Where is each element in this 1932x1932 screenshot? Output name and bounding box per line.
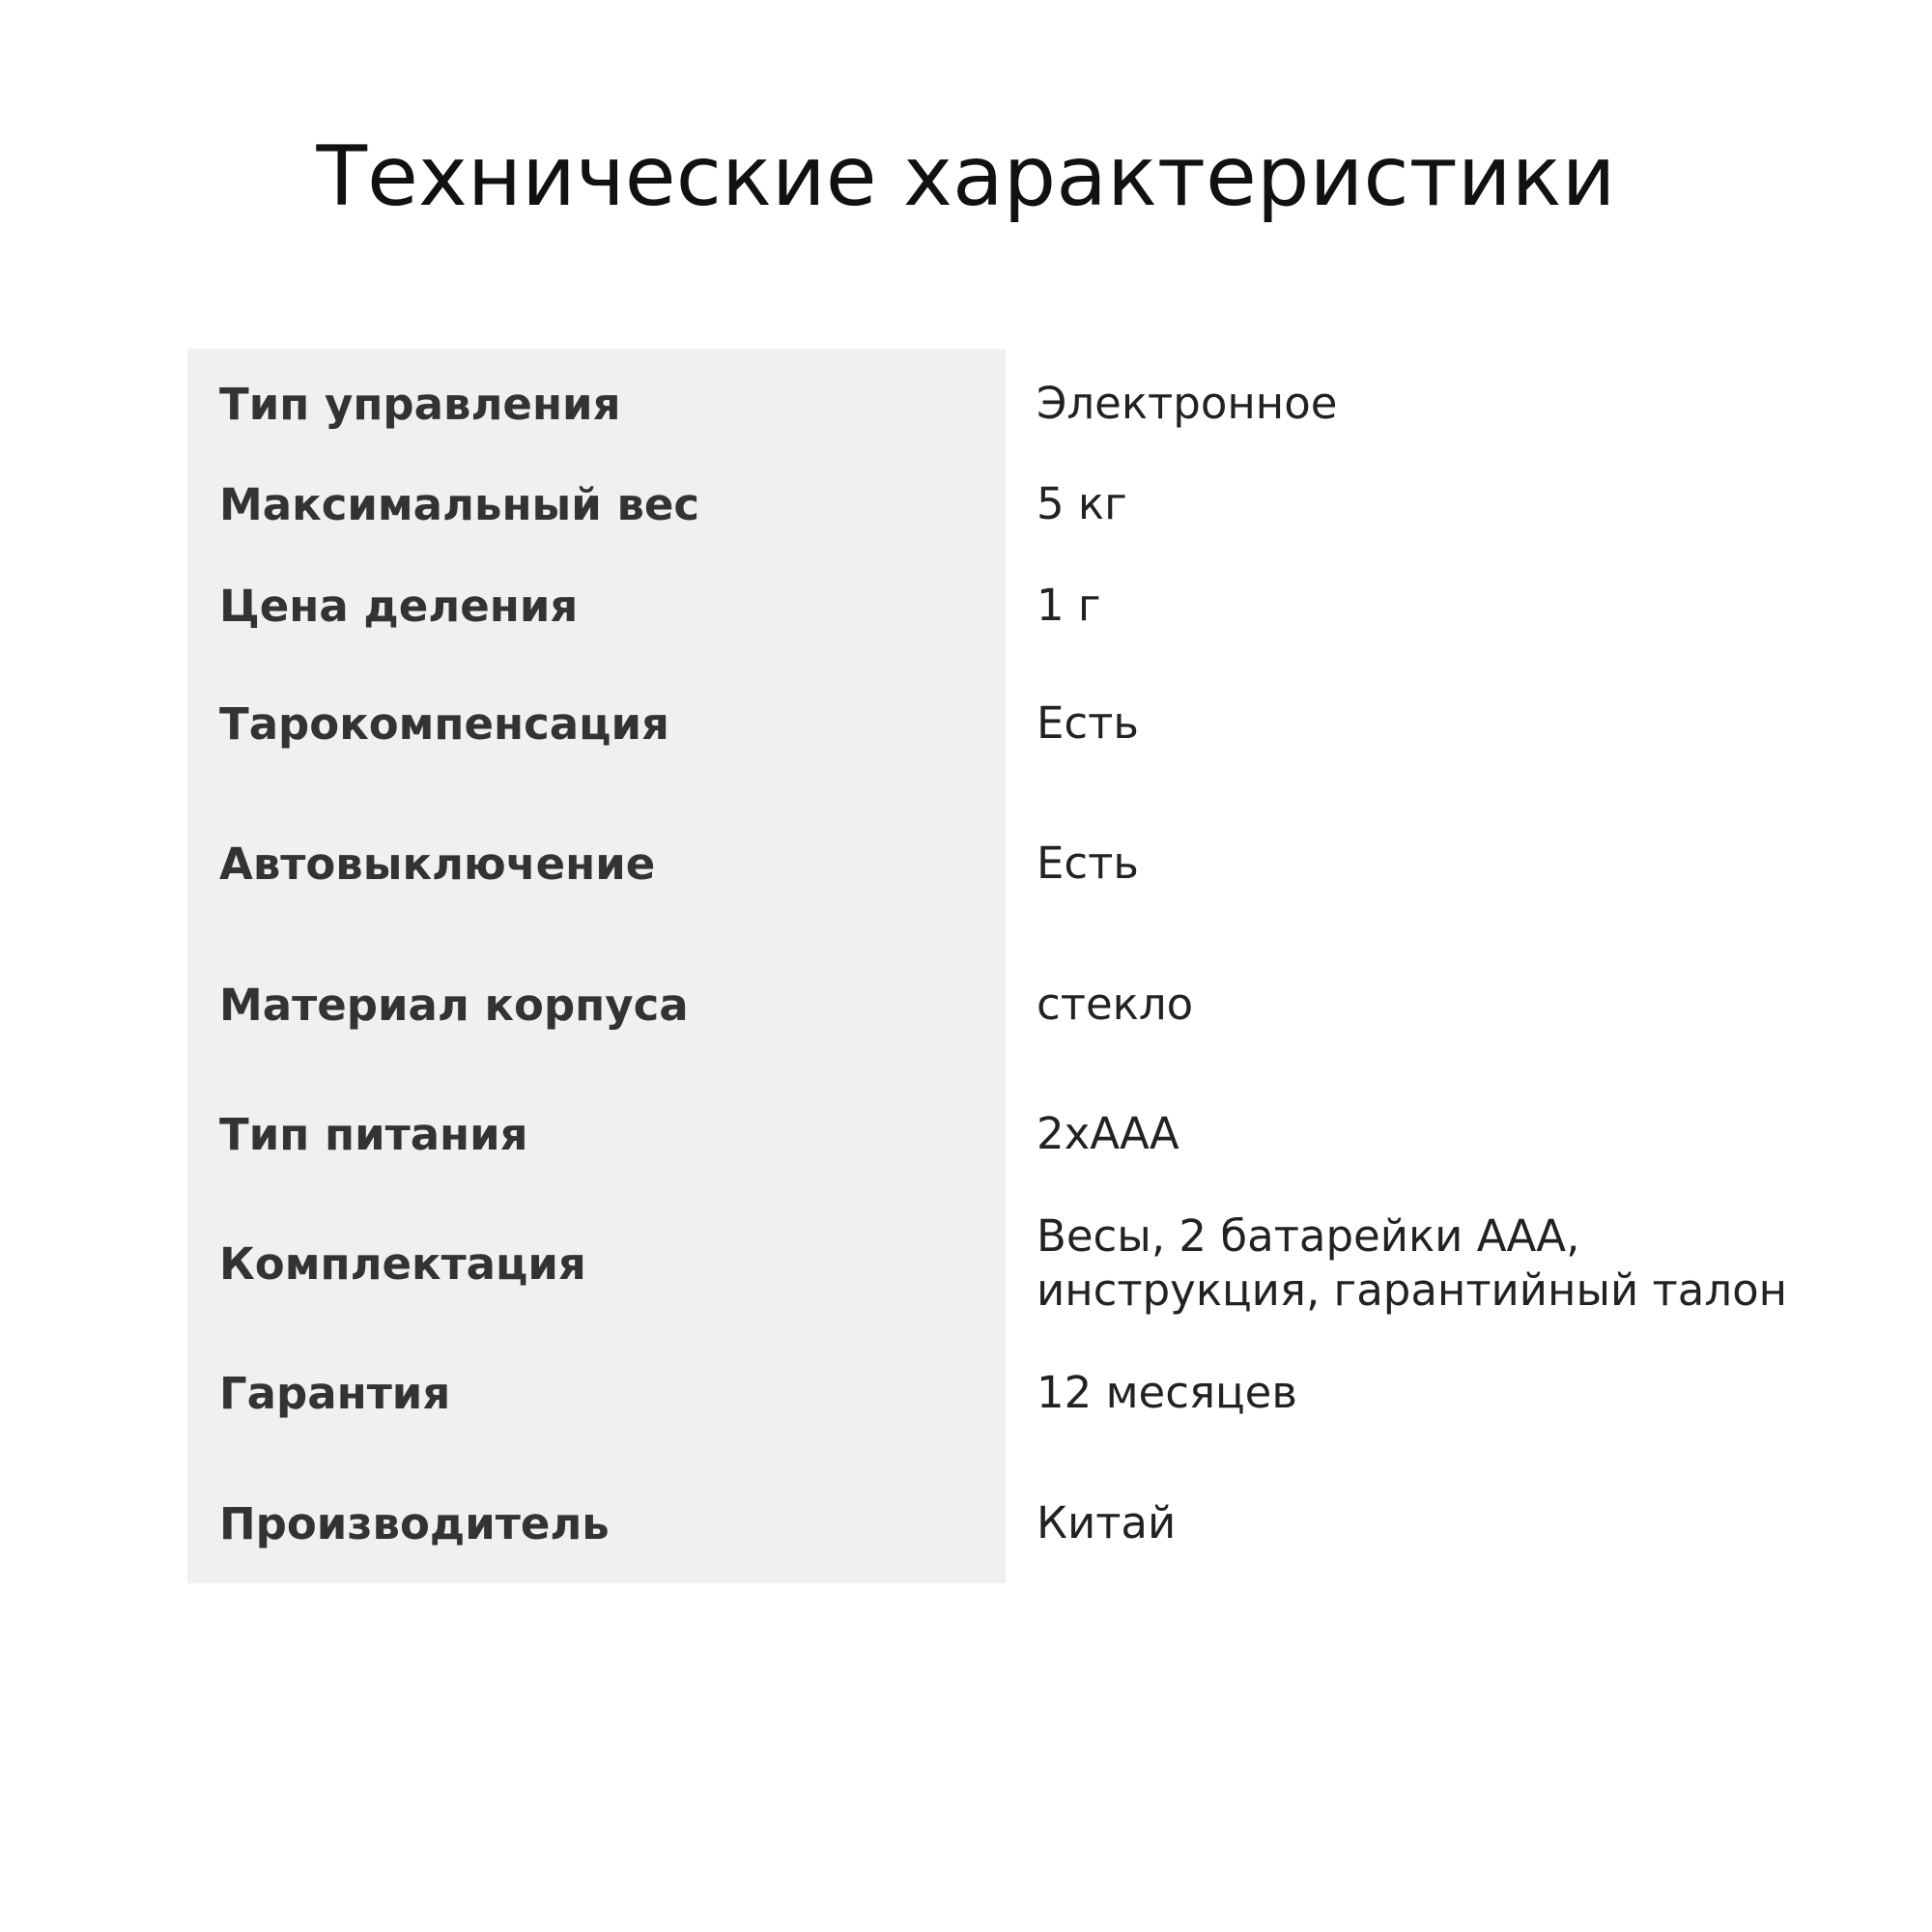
spec-value-line: Весы, 2 батарейки ААА, [1037, 1210, 1580, 1262]
spec-label: Комплектация [219, 1238, 586, 1290]
spec-label: Тарокомпенсация [219, 698, 669, 750]
spec-label: Тип управления [219, 379, 621, 430]
spec-value [1037, 1209, 1906, 1319]
spec-value-line: Китай [1037, 1497, 1177, 1548]
spec-value-line: 5 кг [1037, 478, 1127, 529]
spec-label: Тип питания [219, 1109, 528, 1160]
spec-value-line: Электронное [1037, 378, 1338, 429]
spec-label: Гарантия [219, 1368, 451, 1419]
spec-value-line: инструкция, гарантийный талон [1037, 1264, 1788, 1317]
spec-value-line: 2хААА [1037, 1108, 1179, 1159]
spec-value [1037, 1496, 1906, 1550]
spec-label: Материал корпуса [219, 980, 689, 1031]
spec-value-line: 1 г [1037, 580, 1101, 631]
spec-value [1037, 837, 1906, 891]
spec-label: Цена деления [219, 581, 579, 632]
page-title: Технические характеристики [316, 128, 1616, 225]
spec-value-line: 12 месяцев [1037, 1367, 1297, 1418]
spec-value [1037, 477, 1906, 531]
spec-label: Производитель [219, 1498, 610, 1549]
spec-value-line: Есть [1037, 697, 1139, 749]
spec-value-line: Есть [1037, 838, 1139, 889]
spec-value-line: стекло [1037, 979, 1194, 1030]
spec-label: Максимальный вес [219, 479, 700, 530]
spec-value [1037, 1366, 1906, 1420]
spec-value [1037, 377, 1906, 431]
spec-value [1037, 978, 1906, 1032]
spec-value [1037, 579, 1906, 633]
spec-value [1037, 696, 1906, 751]
spec-value [1037, 1107, 1906, 1161]
spec-label: Автовыключение [219, 838, 656, 890]
